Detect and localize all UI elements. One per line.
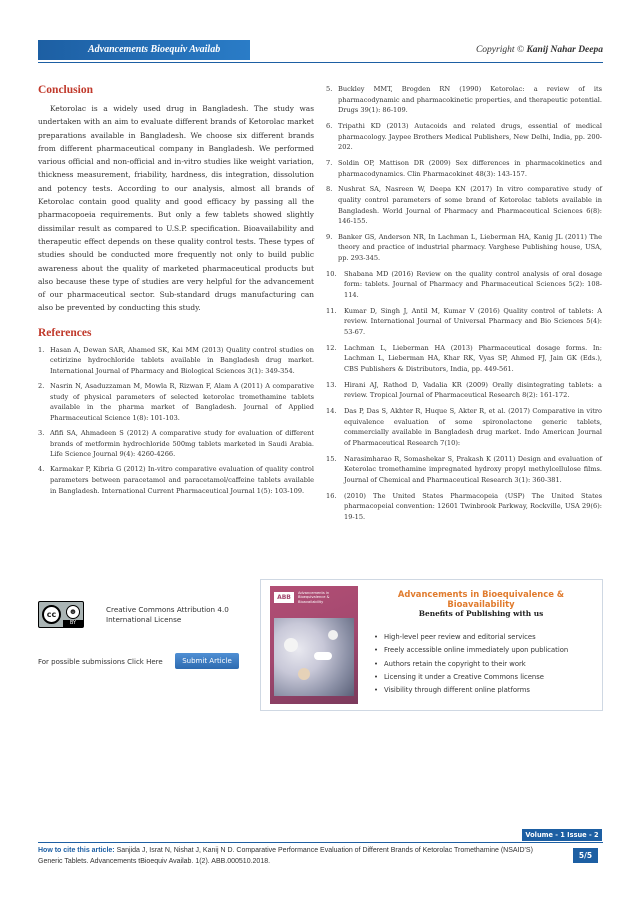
citation-text: Sanjida J, Israt N, Nishat J, Kanij N D. Comparative Performance Evaluation of Different Brands of Ketorolac Tromethamine (NSAID'S) Generic Tablets. Advancements tBioequiv Availab. 1(2). ABB.000510.2018.: [38, 847, 533, 865]
reference-number: 9.: [326, 232, 333, 241]
cc-icon: cc: [42, 605, 61, 624]
conclusion-text: Ketorolac is a widely used drug in Bangladesh. The study was undertaken with an aim to evaluate different brands of Ketorolac market preparations available in Bangladesh. We choose six different brands from different pharmaceutical company in Bangladesh. We performed various official and non-official and in-vitro studies like weight variation, thickness measurement, friability, hardness, dis integration, dissolution and potency tests. According to our analysis, almost all brands of Ketorolac contain good quality and good efficacy by passing all the pharmacopoeia requirements. But only a few tablets showed slightly dissimilar result as compared to U.S.P. specification. Bioavailability and therapeutic effect depends on these quality control tests. These types of studies should be conducted more frequently not only to build public awareness about the quality of marketed pharmaceutical products but also because these type of studies are very helpful for the advancement of our pharmaceutical sector. Sub-standard drugs manufacturing can also be prevented by conducting this study.: [38, 104, 314, 313]
reference-text: Shabana MD (2016) Review on the quality control analysis of oral dosage form: tablets. Journal of Pharmacy and Pharmaceutical Sciences 5(2): 108-114.: [344, 269, 602, 300]
reference-item: [38, 464, 314, 496]
benefit-item: [374, 684, 568, 697]
citation: [38, 845, 558, 867]
reference-item: [326, 491, 602, 523]
benefit-text: Freely accessible online immediately upon publication: [384, 646, 569, 655]
reference-text: (2010) The United States Pharmacopeia (USP) The United States pharmacopeial convention: 12601 Twinbrook Parkway, Rockville, USA 29(6): 19-15.: [344, 491, 602, 521]
bullet-icon: •: [374, 633, 379, 641]
journal-name: Advancements Bioequiv Availab: [38, 40, 250, 60]
benefit-text: Visibility through different online platforms: [384, 686, 530, 695]
reference-item: [326, 343, 602, 375]
bullet-icon: •: [374, 659, 379, 668]
copyright: [476, 40, 603, 60]
reference-number: 4.: [38, 465, 45, 474]
footer-divider: [38, 842, 603, 843]
benefit-item: [374, 644, 568, 657]
submit-article-button[interactable]: Submit Article: [175, 653, 239, 669]
reference-number: 10.: [326, 269, 337, 278]
benefit-text: High-level peer review and editorial services: [384, 633, 536, 641]
pill-shape: [298, 668, 310, 680]
reference-number: 6.: [326, 121, 333, 130]
license-line-2: International License: [106, 615, 182, 624]
reference-text: Nasrin N, Asaduzzaman M, Mowla R, Rizwan F, Alam A (2011) A comparative study of physical parameters of selected ketorolac tromethamine tablets available in the pharma market of Bangladesh. Journal of Applied Pharmaceutical Science 1(8): 101-103.: [50, 382, 314, 422]
bullet-icon: •: [374, 646, 379, 655]
reference-item: [326, 184, 602, 226]
journal-advert[interactable]: [260, 579, 603, 711]
reference-item: [326, 232, 602, 264]
benefits-list: [374, 631, 568, 697]
reference-number: 8.: [326, 185, 333, 194]
reference-number: 3.: [38, 429, 45, 438]
reference-number: 7.: [326, 158, 333, 167]
by-label: BY: [63, 620, 83, 627]
reference-text: Hirani AJ, Rathod D, Vadalia KR (2009) Orally disintegrating tablets: a review. Tropical Journal of Pharmaceutical Research 8(2): 161-172.: [344, 380, 602, 400]
benefit-item: [374, 658, 568, 671]
reference-item: [326, 406, 602, 448]
reference-number: 12.: [326, 343, 337, 352]
reference-number: 2.: [38, 382, 45, 391]
pill-shape: [314, 652, 332, 660]
advert-subtitle: Benefits of Publishing with us: [418, 609, 544, 618]
benefit-item: [374, 631, 568, 644]
reference-number: 15.: [326, 454, 337, 463]
reference-item: [326, 84, 602, 116]
reference-text: Das P, Das S, Akhter R, Huque S, Akter R, et al. (2017) Comparative in vitro equivalence evaluation of some spironolactone generic tablets, commercially available in Bangladesh drug market. Indo American Journal of Pharmaceutical Research 7(10):: [344, 407, 602, 447]
reference-text: Banker GS, Anderson NR, In Lachman L, Lieberman HA, Kanig JL (2011) The theory and practice of industrial pharmacy. Varghese Publishing house, USA, pp. 293-345.: [338, 232, 602, 263]
benefit-item: [374, 671, 568, 684]
reference-text: Karmakar P, Kibria G (2012) In-vitro comparative evaluation of quality control parameters between paracetamol and paracetamol/caffeine tablets available in Bangladesh. International Current Pharmaceutical Journal 1(5): 103-109.: [50, 465, 314, 495]
bullet-icon: •: [374, 672, 379, 681]
submission-label: For possible submissions Click Here: [38, 658, 163, 666]
reference-text: Soldin OP, Mattison DR (2009) Sex differences in pharmacokinetics and pharmacodynamics. Clin Pharmacokinet 48(3): 143-157.: [338, 158, 602, 178]
reference-item: [38, 428, 314, 460]
reference-number: 16.: [326, 491, 337, 500]
benefit-text: Licensing it under a Creative Commons license: [384, 672, 544, 681]
reference-list-left: [38, 345, 314, 497]
reference-text: Tripathi KD (2013) Autacoids and related drugs, essential of medical pharmacology. Jaypee Brothers Medical Publishers, New Delhi, India, pp. 200-202.: [338, 121, 602, 152]
reference-text: Kumar D, Singh J, Antil M, Kumar V (2016) Quality control of tablets: A review. International Journal of Universal Pharmacy and Bio Sciences 5(4): 53-67.: [344, 306, 602, 336]
reference-number: 11.: [326, 306, 337, 315]
license-line-1: Creative Commons Attribution 4.0: [106, 605, 229, 614]
references-heading: References: [38, 326, 92, 339]
citation-label: How to cite this article:: [38, 847, 115, 854]
benefit-text: Authors retain the copyright to their work: [384, 659, 526, 668]
page-number: 5/5: [573, 848, 598, 863]
cover-title: Advancements in Bioequivalence & Bioavailability: [298, 591, 330, 604]
reference-number: 1.: [38, 345, 45, 354]
reference-list-right: [326, 84, 602, 522]
reference-item: [38, 345, 314, 377]
reference-text: Lachman L, Lieberman HA (2013) Pharmaceutical dosage forms. In: Lachman L, Lieberman HA, Khar RK, Vyas SP, Ahmed FJ, Jain GK (Eds.), CBS Publishers & Distributors, India, pp. 449-561.: [344, 343, 602, 373]
cc-by-badge[interactable]: [38, 601, 84, 628]
reference-text: Hasan A, Dewan SAR, Ahamed SK, Kai MM (2013) Quality control studies on cetirizine hydrochloride tablets available in Bangladesh drug market. International Journal of Pharmacy and Biological Sciences 3(1): 349-354.: [50, 345, 314, 375]
reference-text: Buckley MMT, Brogden RN (1990) Ketorolac: a review of its pharmacodynamic and pharmacokinetic properties, and therapeutic potential. Drugs 39(1): 86-109.: [338, 85, 602, 115]
reference-number: 5.: [326, 85, 333, 93]
reference-number: 13.: [326, 380, 337, 389]
cover-abb-logo: ABB: [274, 592, 294, 603]
right-column: [326, 84, 602, 528]
header-divider: [38, 62, 603, 63]
left-column: [38, 84, 314, 501]
reference-item: [326, 269, 602, 301]
license-block: [38, 601, 253, 631]
reference-number: 14.: [326, 407, 337, 416]
reference-item: [326, 306, 602, 338]
bullet-icon: •: [374, 686, 379, 695]
pill-shape: [328, 630, 338, 640]
journal-cover-image: [270, 586, 358, 704]
reference-item: [38, 381, 314, 423]
advert-title: Advancements in Bioequivalence & Bioavailability: [397, 589, 565, 609]
reference-item: [326, 121, 602, 153]
reference-text: Narasimharao R, Somashekar S, Prakash K (2011) Design and evaluation of Keterolac tromethamine impregnated hydroxy propyl methylcellulose films. Journal of Chemical and Pharmaceutical Research 3(1): 360-381.: [344, 454, 602, 484]
volume-issue-badge: Volume - 1 Issue - 2: [522, 829, 602, 841]
license-text: [106, 605, 229, 625]
page-header: [38, 40, 603, 60]
reference-item: [326, 454, 602, 486]
copyright-author: Kanij Nahar Deepa: [526, 45, 603, 55]
reference-item: [326, 380, 602, 401]
copyright-prefix: Copyright ©: [475, 45, 525, 55]
conclusion-heading: Conclusion: [38, 84, 93, 96]
person-icon: ☻: [66, 605, 80, 619]
reference-text: Nushrat SA, Nasreen W, Deepa KN (2017) In vitro comparative study of quality control parameters of some brand of Ketorolac tablets available in Bangladesh. World Journal of Pharmacy and Pharmaceutical Sciences 6(8): 146-155.: [338, 185, 602, 226]
pill-shape: [284, 638, 298, 652]
cover-pills-photo: [274, 618, 354, 696]
reference-text: Afifi SA, Ahmadeen S (2012) A comparative study for evaluation of different brands of metformin hydrochloride 500mg tablets marketed in Saudi Arabia. Life Science Journal 9(4): 4260-4266.: [50, 429, 314, 459]
reference-item: [326, 158, 602, 179]
submission-row: [38, 653, 253, 673]
